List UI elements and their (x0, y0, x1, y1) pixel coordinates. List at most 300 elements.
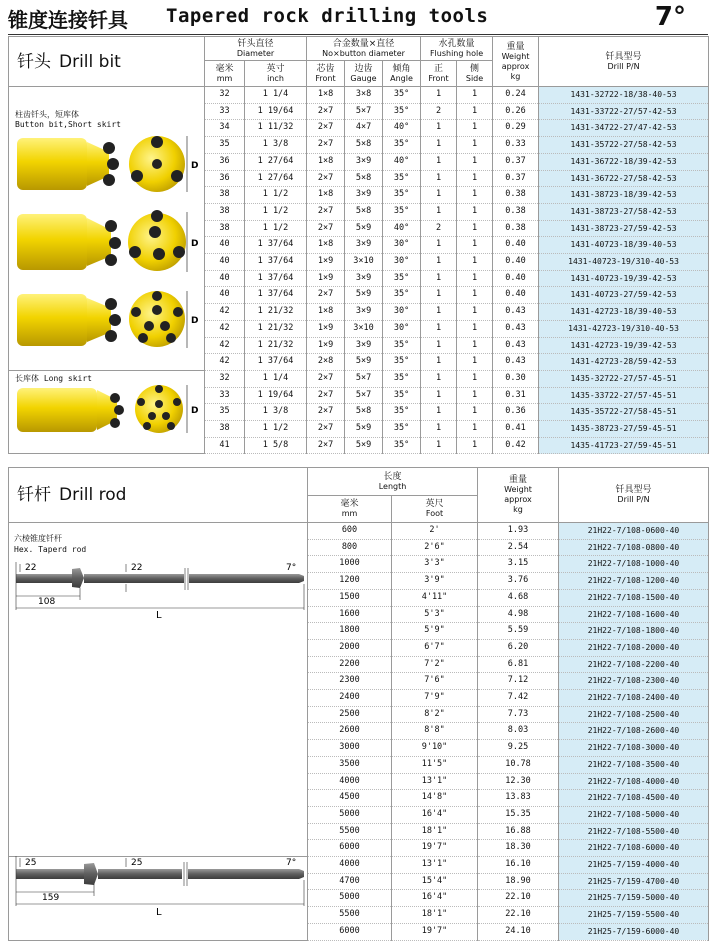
cell-weight: 4.98 (478, 606, 559, 623)
cell-length-mm: 2000 (308, 639, 392, 656)
cell-flush-side: 1 (457, 220, 493, 237)
cell-flush-side: 1 (457, 287, 493, 304)
cell-flush-side: 1 (457, 120, 493, 137)
cell-gauge: 5×9 (345, 421, 383, 438)
rod1-hex-size: 22 (25, 563, 37, 573)
cell-angle: 35° (383, 137, 421, 154)
col-length: 长度 Length (308, 468, 478, 496)
col-angle: 倾角 Angle (383, 61, 421, 87)
cell-flush-front: 1 (421, 254, 457, 271)
cell-flush-front: 1 (421, 203, 457, 220)
cell-gauge: 3×9 (345, 337, 383, 354)
cell-flush-side: 1 (457, 203, 493, 220)
cell-length-foot: 2' (392, 523, 478, 540)
col-diameter: 钎头直径 Diameter (205, 37, 307, 61)
cell-length-mm: 2200 (308, 656, 392, 673)
cell-weight: 0.38 (493, 203, 539, 220)
rod2-hex-size: 25 (25, 858, 37, 868)
cell-length-mm: 600 (308, 523, 392, 540)
cell-flush-front: 1 (421, 320, 457, 337)
cell-inch: 1 37/64 (245, 354, 307, 371)
cell-angle: 35° (383, 170, 421, 187)
cell-flush-side: 1 (457, 254, 493, 271)
cell-flush-front: 1 (421, 287, 457, 304)
cell-gauge: 5×7 (345, 103, 383, 120)
cell-part-number: 21H22-7/108-5500-40 (559, 823, 709, 840)
cell-weight: 12.30 (478, 773, 559, 790)
dim-d-2: D (191, 239, 199, 249)
cell-part-number: 21H22-7/108-2400-40 (559, 690, 709, 707)
cell-front: 1×9 (307, 270, 345, 287)
cell-inch: 1 11/32 (245, 120, 307, 137)
drill-bit-section-title: 钎头 Drill bit (9, 37, 205, 87)
cell-length-mm: 5000 (308, 890, 392, 907)
cell-length-mm: 3500 (308, 756, 392, 773)
cell-mm: 32 (205, 87, 245, 104)
cell-flush-front: 1 (421, 437, 457, 454)
cell-flush-front: 1 (421, 137, 457, 154)
cell-weight: 0.33 (493, 137, 539, 154)
cell-inch: 1 27/64 (245, 153, 307, 170)
cell-weight: 0.43 (493, 354, 539, 371)
cell-mm: 38 (205, 203, 245, 220)
cell-weight: 0.41 (493, 421, 539, 438)
cell-part-number: 21H22-7/108-0800-40 (559, 539, 709, 556)
bit-side-view-1 (17, 138, 119, 190)
cell-angle: 35° (383, 354, 421, 371)
cell-length-foot: 19'7" (392, 923, 478, 940)
cell-weight: 0.43 (493, 304, 539, 321)
cell-flush-side: 1 (457, 187, 493, 204)
cell-part-number: 1431-40723-19/310-40-53 (539, 254, 709, 271)
title-chinese: 锥度连接钎具 (8, 8, 128, 32)
cell-angle: 35° (383, 370, 421, 387)
dim-d-3: D (191, 316, 199, 326)
cell-length-foot: 3'9" (392, 573, 478, 590)
cell-inch: 1 37/64 (245, 237, 307, 254)
cell-length-foot: 5'3" (392, 606, 478, 623)
cell-flush-front: 2 (421, 103, 457, 120)
cell-part-number: 21H22-7/108-0600-40 (559, 523, 709, 540)
cell-part-number: 1431-36722-18/39-42-53 (539, 153, 709, 170)
cell-front: 2×7 (307, 437, 345, 454)
cell-length-mm: 1000 (308, 556, 392, 573)
cell-part-number: 1431-36722-27/58-42-53 (539, 170, 709, 187)
cell-gauge: 3×9 (345, 187, 383, 204)
cell-angle: 35° (383, 203, 421, 220)
cell-weight: 0.38 (493, 220, 539, 237)
cell-gauge: 5×8 (345, 404, 383, 421)
cell-mm: 42 (205, 320, 245, 337)
group-long-skirt: 长库体 Long skirt (15, 374, 92, 383)
cell-angle: 35° (383, 421, 421, 438)
rod-diagram-25 (12, 854, 308, 918)
cell-inch: 1 1/4 (245, 370, 307, 387)
cell-length-mm: 4000 (308, 857, 392, 874)
cell-length-foot: 11'5" (392, 756, 478, 773)
cell-mm: 33 (205, 103, 245, 120)
cell-front: 2×7 (307, 370, 345, 387)
cell-length-foot: 13'1" (392, 857, 478, 874)
cell-mm: 36 (205, 170, 245, 187)
cell-part-number: 21H22-7/108-3500-40 (559, 756, 709, 773)
cell-length-mm: 2500 (308, 706, 392, 723)
cell-front: 1×9 (307, 320, 345, 337)
cell-mm: 40 (205, 237, 245, 254)
cell-gauge: 5×9 (345, 437, 383, 454)
cell-mm: 35 (205, 404, 245, 421)
cell-part-number: 1431-32722-18/38-40-53 (539, 87, 709, 104)
cell-part-number: 1431-40723-18/39-40-53 (539, 237, 709, 254)
cell-flush-side: 1 (457, 437, 493, 454)
cell-flush-front: 1 (421, 270, 457, 287)
cell-part-number: 21H25-7/159-6000-40 (559, 923, 709, 940)
cell-part-number: 21H22-7/108-2300-40 (559, 673, 709, 690)
cell-length-foot: 7'9" (392, 690, 478, 707)
dim-d-1: D (191, 161, 199, 171)
cell-gauge: 5×9 (345, 354, 383, 371)
dim-d-4: D (191, 406, 199, 416)
cell-front: 1×9 (307, 337, 345, 354)
cell-part-number: 1435-32722-27/57-45-51 (539, 370, 709, 387)
cell-part-number: 1431-38723-27/59-42-53 (539, 220, 709, 237)
cell-gauge: 3×9 (345, 304, 383, 321)
bit-side-view-long (17, 388, 124, 432)
cell-flush-side: 1 (457, 304, 493, 321)
col-flush-front: 正 Front (421, 61, 457, 87)
cell-part-number: 1431-42723-28/59-42-53 (539, 354, 709, 371)
cell-angle: 35° (383, 287, 421, 304)
cell-mm: 40 (205, 287, 245, 304)
col-rod-weight: 重量 Weight approx kg (478, 468, 559, 523)
group-short-skirt-en: Button bit,Short skirt (15, 120, 121, 129)
col-rod-part-number: 钎具型号 Drill P/N (559, 468, 709, 523)
cell-part-number: 1431-40723-27/59-42-53 (539, 287, 709, 304)
cell-weight: 7.42 (478, 690, 559, 707)
cell-weight: 0.43 (493, 320, 539, 337)
cell-angle: 30° (383, 304, 421, 321)
cell-weight: 0.36 (493, 404, 539, 421)
cell-gauge: 5×8 (345, 170, 383, 187)
cell-length-mm: 6000 (308, 923, 392, 940)
cell-gauge: 3×10 (345, 254, 383, 271)
cell-mm: 38 (205, 220, 245, 237)
cell-gauge: 5×8 (345, 203, 383, 220)
cell-mm: 32 (205, 370, 245, 387)
cell-part-number: 1431-40723-19/39-42-53 (539, 270, 709, 287)
cell-front: 2×7 (307, 421, 345, 438)
cell-length-foot: 16'4" (392, 806, 478, 823)
cell-inch: 1 37/64 (245, 287, 307, 304)
cell-length-mm: 1500 (308, 589, 392, 606)
cell-mm: 38 (205, 421, 245, 438)
col-rod-foot: 英尺 Foot (392, 496, 478, 523)
cell-length-mm: 1200 (308, 573, 392, 590)
cell-gauge: 3×9 (345, 153, 383, 170)
cell-part-number: 1431-38723-18/39-42-53 (539, 187, 709, 204)
cell-part-number: 1431-35722-27/58-42-53 (539, 137, 709, 154)
cell-flush-front: 1 (421, 153, 457, 170)
rod1-shank-length: 108 (38, 597, 56, 607)
cell-length-foot: 14'8" (392, 790, 478, 807)
cell-length-foot: 3'3" (392, 556, 478, 573)
col-weight: 重量 Weight approx kg (493, 37, 539, 87)
cell-flush-side: 1 (457, 270, 493, 287)
cell-front: 1×9 (307, 254, 345, 271)
cell-flush-front: 1 (421, 170, 457, 187)
col-part-number: 钎具型号 Drill P/N (539, 37, 709, 87)
cell-weight: 0.26 (493, 103, 539, 120)
cell-front: 2×7 (307, 220, 345, 237)
cell-flush-front: 1 (421, 87, 457, 104)
col-inch: 英寸 inch (245, 61, 307, 87)
cell-flush-side: 1 (457, 103, 493, 120)
cell-length-mm: 1800 (308, 623, 392, 640)
rod-diagram-22 (12, 560, 308, 622)
cell-weight: 0.42 (493, 437, 539, 454)
cell-length-foot: 18'1" (392, 907, 478, 924)
rod-row (9, 523, 709, 540)
cell-inch: 1 1/4 (245, 87, 307, 104)
cell-part-number: 21H22-7/108-4000-40 (559, 773, 709, 790)
cell-flush-side: 1 (457, 320, 493, 337)
cell-flush-side: 1 (457, 137, 493, 154)
cell-part-number: 1431-42723-18/39-40-53 (539, 304, 709, 321)
cell-mm: 42 (205, 337, 245, 354)
cell-flush-side: 1 (457, 370, 493, 387)
cell-length-mm: 5500 (308, 823, 392, 840)
cell-gauge: 3×9 (345, 237, 383, 254)
cell-inch: 1 3/8 (245, 404, 307, 421)
cell-inch: 1 19/64 (245, 103, 307, 120)
cell-length-mm: 800 (308, 539, 392, 556)
cell-part-number: 21H25-7/159-5500-40 (559, 907, 709, 924)
cell-gauge: 5×7 (345, 370, 383, 387)
cell-mm: 34 (205, 120, 245, 137)
cell-weight: 16.10 (478, 857, 559, 874)
cell-front: 2×7 (307, 103, 345, 120)
cell-weight: 1.93 (478, 523, 559, 540)
cell-inch: 1 21/32 (245, 337, 307, 354)
cell-length-mm: 5500 (308, 907, 392, 924)
cell-part-number: 21H22-7/108-5000-40 (559, 806, 709, 823)
rod1-angle: 7° (286, 563, 297, 573)
cell-weight: 7.12 (478, 673, 559, 690)
cell-flush-side: 1 (457, 153, 493, 170)
cell-length-foot: 18'1" (392, 823, 478, 840)
cell-part-number: 21H22-7/108-4500-40 (559, 790, 709, 807)
cell-mm: 35 (205, 137, 245, 154)
cell-flush-front: 1 (421, 404, 457, 421)
cell-weight: 4.68 (478, 589, 559, 606)
cell-part-number: 21H22-7/108-6000-40 (559, 840, 709, 857)
cell-flush-front: 1 (421, 354, 457, 371)
group-hex-rod-cn: 六棱锥度钎杆 (14, 534, 62, 543)
cell-weight: 15.35 (478, 806, 559, 823)
bit-side-view-2 (17, 214, 121, 270)
cell-weight: 8.03 (478, 723, 559, 740)
drill-bit-illustrations (9, 86, 203, 441)
cell-inch: 1 1/2 (245, 203, 307, 220)
col-buttons: 合金数量×直径 No×button diameter (307, 37, 421, 61)
cell-weight: 24.10 (478, 923, 559, 940)
cell-part-number: 1435-33722-27/57-45-51 (539, 387, 709, 404)
cell-flush-front: 1 (421, 370, 457, 387)
cell-angle: 35° (383, 387, 421, 404)
cell-length-foot: 7'2" (392, 656, 478, 673)
cell-flush-front: 1 (421, 187, 457, 204)
cell-length-foot: 16'4" (392, 890, 478, 907)
cell-weight: 6.81 (478, 656, 559, 673)
cell-weight: 2.54 (478, 539, 559, 556)
cell-angle: 30° (383, 237, 421, 254)
cell-length-foot: 15'4" (392, 873, 478, 890)
cell-part-number: 21H25-7/159-4000-40 (559, 857, 709, 874)
title-rule (8, 34, 708, 35)
cell-flush-side: 1 (457, 387, 493, 404)
cell-part-number: 21H25-7/159-4700-40 (559, 873, 709, 890)
rod2-shank-length: 159 (42, 893, 60, 903)
cell-flush-side: 1 (457, 170, 493, 187)
cell-gauge: 5×7 (345, 387, 383, 404)
cell-length-mm: 1600 (308, 606, 392, 623)
bit-face-view-1 (129, 136, 187, 192)
cell-angle: 30° (383, 254, 421, 271)
cell-flush-side: 1 (457, 337, 493, 354)
cell-front: 1×8 (307, 304, 345, 321)
cell-part-number: 1431-33722-27/57-42-53 (539, 103, 709, 120)
cell-inch: 1 1/2 (245, 421, 307, 438)
cell-inch: 1 1/2 (245, 187, 307, 204)
cell-inch: 1 27/64 (245, 170, 307, 187)
cell-weight: 0.40 (493, 270, 539, 287)
cell-angle: 40° (383, 153, 421, 170)
cell-length-mm: 6000 (308, 840, 392, 857)
page-header (8, 4, 708, 32)
cell-part-number: 21H22-7/108-1800-40 (559, 623, 709, 640)
cell-length-foot: 9'10" (392, 740, 478, 757)
col-flushing: 水孔数量 Flushing hole (421, 37, 493, 61)
cell-front: 2×7 (307, 120, 345, 137)
cell-mm: 40 (205, 270, 245, 287)
cell-length-foot: 2'6" (392, 539, 478, 556)
rod2-length-label: L (156, 907, 162, 918)
cell-weight: 0.31 (493, 387, 539, 404)
cell-part-number: 21H22-7/108-3000-40 (559, 740, 709, 757)
cell-gauge: 5×8 (345, 137, 383, 154)
cell-part-number: 21H22-7/108-1200-40 (559, 573, 709, 590)
cell-length-foot: 6'7" (392, 639, 478, 656)
cell-weight: 9.25 (478, 740, 559, 757)
col-front: 芯齿 Front (307, 61, 345, 87)
cell-front: 2×7 (307, 203, 345, 220)
cell-front: 2×7 (307, 387, 345, 404)
cell-part-number: 1435-35722-27/58-45-51 (539, 404, 709, 421)
cell-angle: 35° (383, 404, 421, 421)
cell-weight: 6.20 (478, 639, 559, 656)
cell-weight: 3.15 (478, 556, 559, 573)
cell-flush-front: 1 (421, 304, 457, 321)
cell-weight: 0.43 (493, 337, 539, 354)
cell-part-number: 21H22-7/108-2600-40 (559, 723, 709, 740)
cell-front: 2×7 (307, 137, 345, 154)
cell-mm: 41 (205, 437, 245, 454)
cell-front: 2×7 (307, 170, 345, 187)
cell-gauge: 3×10 (345, 320, 383, 337)
cell-part-number: 1431-42723-19/310-40-53 (539, 320, 709, 337)
cell-inch: 1 5/8 (245, 437, 307, 454)
cell-weight: 0.40 (493, 237, 539, 254)
cell-angle: 35° (383, 337, 421, 354)
drill-rod-section-title: 钎杆 Drill rod (9, 468, 308, 523)
cell-weight: 0.37 (493, 153, 539, 170)
cell-part-number: 21H22-7/108-2200-40 (559, 656, 709, 673)
rod2-hex-size-2: 25 (131, 858, 143, 868)
cell-mm: 40 (205, 254, 245, 271)
cell-length-foot: 8'8" (392, 723, 478, 740)
col-gauge: 边齿 Gauge (345, 61, 383, 87)
group-short-skirt-cn: 柱齿钎头，短库体 (15, 110, 79, 119)
cell-inch: 1 21/32 (245, 320, 307, 337)
cell-angle: 40° (383, 220, 421, 237)
cell-length-mm: 4500 (308, 790, 392, 807)
cell-flush-side: 1 (457, 237, 493, 254)
cell-front: 1×8 (307, 237, 345, 254)
cell-length-foot: 19'7" (392, 840, 478, 857)
cell-gauge: 5×9 (345, 287, 383, 304)
cell-gauge: 3×9 (345, 270, 383, 287)
cell-length-mm: 5000 (308, 806, 392, 823)
cell-length-mm: 4700 (308, 873, 392, 890)
bit-face-view-3 (129, 291, 187, 348)
cell-weight: 3.76 (478, 573, 559, 590)
cell-front: 2×8 (307, 354, 345, 371)
cell-mm: 42 (205, 304, 245, 321)
cell-flush-front: 1 (421, 120, 457, 137)
cell-flush-front: 2 (421, 220, 457, 237)
cell-length-mm: 2300 (308, 673, 392, 690)
cell-flush-front: 1 (421, 337, 457, 354)
cell-weight: 7.73 (478, 706, 559, 723)
cell-part-number: 21H22-7/108-1500-40 (559, 589, 709, 606)
cell-part-number: 21H25-7/159-5000-40 (559, 890, 709, 907)
cell-part-number: 21H22-7/108-2000-40 (559, 639, 709, 656)
cell-flush-side: 1 (457, 421, 493, 438)
cell-inch: 1 19/64 (245, 387, 307, 404)
cell-mm: 36 (205, 153, 245, 170)
cell-mm: 33 (205, 387, 245, 404)
cell-inch: 1 3/8 (245, 137, 307, 154)
cell-inch: 1 1/2 (245, 220, 307, 237)
cell-angle: 35° (383, 437, 421, 454)
cell-front: 2×7 (307, 404, 345, 421)
cell-front: 2×7 (307, 287, 345, 304)
bit-face-view-long (135, 385, 187, 433)
cell-flush-side: 1 (457, 404, 493, 421)
cell-weight: 13.83 (478, 790, 559, 807)
cell-front: 1×8 (307, 87, 345, 104)
cell-angle: 40° (383, 120, 421, 137)
cell-flush-side: 1 (457, 354, 493, 371)
cell-weight: 0.24 (493, 87, 539, 104)
cell-weight: 0.40 (493, 287, 539, 304)
cell-gauge: 4×7 (345, 120, 383, 137)
cell-gauge: 3×8 (345, 87, 383, 104)
cell-length-mm: 2600 (308, 723, 392, 740)
cell-mm: 38 (205, 187, 245, 204)
cell-part-number: 21H22-7/108-1000-40 (559, 556, 709, 573)
cell-flush-front: 1 (421, 387, 457, 404)
